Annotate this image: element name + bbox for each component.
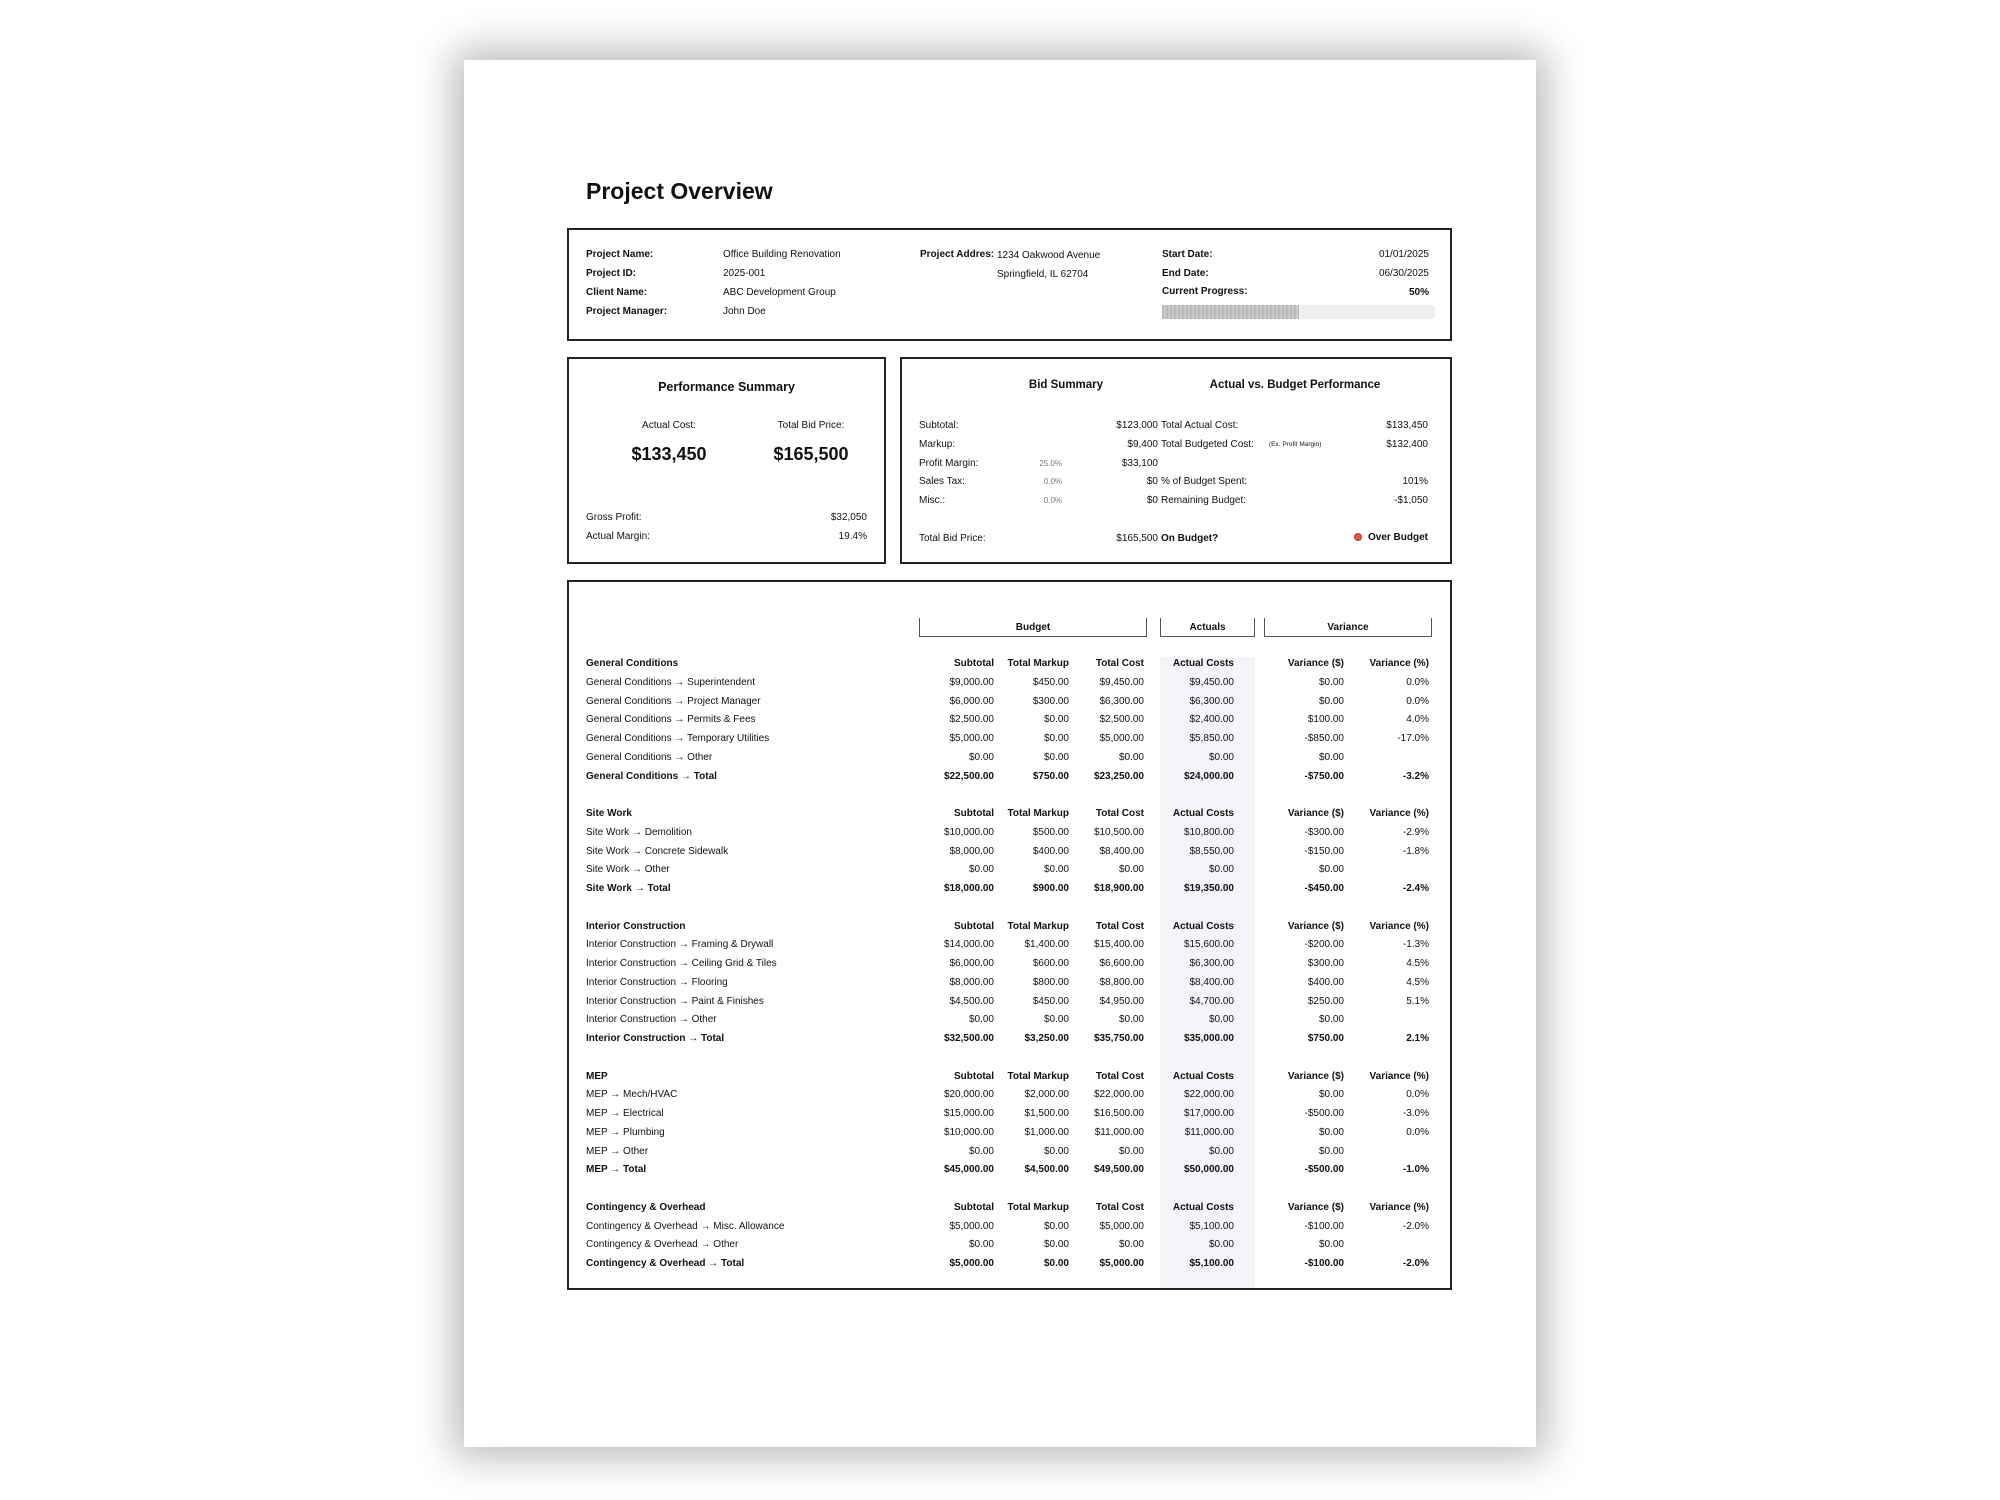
current-progress-label: Current Progress: bbox=[1162, 286, 1248, 297]
bid-and-budget-box bbox=[900, 357, 1452, 564]
column-header: Total Markup bbox=[1007, 920, 1069, 932]
row-value: $6,000.00 bbox=[949, 958, 994, 969]
row-value: $1,000.00 bbox=[1024, 1126, 1069, 1138]
client-name-label: Client Name: bbox=[586, 287, 648, 298]
table-row bbox=[569, 749, 1449, 767]
section-title: MEP bbox=[586, 1070, 608, 1082]
total-value: $5,000.00 bbox=[1099, 1258, 1144, 1269]
misc-pct: 0.0% bbox=[1043, 496, 1062, 505]
row-value: -$850.00 bbox=[1304, 733, 1344, 744]
total-value: -2.0% bbox=[1402, 1258, 1429, 1269]
progress-bar-fill bbox=[1162, 305, 1299, 319]
table-row bbox=[569, 993, 1449, 1011]
row-value: $14,000.00 bbox=[943, 939, 994, 951]
project-name-value: Office Building Renovation bbox=[723, 249, 841, 260]
column-header: Subtotal bbox=[954, 920, 994, 932]
actual-vs-budget-title: Actual vs. Budget Performance bbox=[1209, 379, 1381, 391]
row-label: MEP → Other bbox=[586, 1145, 649, 1157]
sales-tax-pct: 0.0% bbox=[1043, 477, 1062, 486]
column-header: Total Cost bbox=[1095, 808, 1144, 819]
total-value: $23,250.00 bbox=[1093, 770, 1144, 782]
table-row bbox=[569, 955, 1449, 973]
row-value: $8,000.00 bbox=[949, 976, 994, 988]
table-row bbox=[569, 693, 1449, 711]
remaining-budget-value: -$1,050 bbox=[1394, 495, 1428, 506]
column-header: Variance (%) bbox=[1369, 808, 1429, 819]
row-value: $0.00 bbox=[1208, 864, 1234, 876]
row-value: $0.00 bbox=[1208, 1239, 1234, 1251]
row-value: $5,000.00 bbox=[949, 733, 994, 744]
client-name-value: ABC Development Group bbox=[723, 287, 836, 298]
section-total-row bbox=[569, 1255, 1449, 1273]
on-budget-label: On Budget? bbox=[1161, 533, 1219, 544]
row-value: $300.00 bbox=[1307, 958, 1344, 969]
row-value: $0.00 bbox=[1208, 751, 1234, 763]
profit-margin-value: $33,100 bbox=[1121, 458, 1158, 469]
column-header: Variance (%) bbox=[1369, 1201, 1429, 1213]
section-title: General Conditions bbox=[586, 658, 679, 669]
row-value: $0.00 bbox=[1118, 1239, 1144, 1251]
row-value: $0.00 bbox=[1043, 1220, 1069, 1232]
current-progress-value: 50% bbox=[1408, 287, 1429, 298]
total-value: -$750.00 bbox=[1304, 770, 1344, 782]
total-value: $4,500.00 bbox=[1024, 1164, 1069, 1176]
project-address-label: Project Addres: bbox=[920, 249, 995, 260]
column-header: Total Markup bbox=[1007, 1070, 1069, 1082]
row-value: $2,500.00 bbox=[949, 714, 994, 726]
column-header: Variance ($) bbox=[1287, 808, 1344, 819]
bid-total-label: Total Bid Price: bbox=[919, 533, 986, 544]
actuals-group-header: Actuals bbox=[1160, 618, 1255, 637]
row-value: $9,450.00 bbox=[1189, 676, 1234, 688]
row-value: -$150.00 bbox=[1304, 845, 1344, 857]
project-manager-label: Project Manager: bbox=[586, 306, 668, 317]
gross-profit-value: $32,050 bbox=[830, 512, 867, 523]
section-total-row bbox=[569, 1161, 1449, 1179]
row-value: $6,300.00 bbox=[1099, 695, 1144, 707]
column-header: Total Markup bbox=[1007, 808, 1069, 819]
total-value: $32,500.00 bbox=[943, 1033, 994, 1044]
row-label: Site Work → Concrete Sidewalk bbox=[586, 845, 729, 857]
variance-group-header: Variance bbox=[1264, 618, 1432, 637]
row-value: -2.0% bbox=[1402, 1220, 1429, 1232]
total-value: -$500.00 bbox=[1304, 1164, 1344, 1176]
row-label: Site Work → Demolition bbox=[586, 826, 692, 838]
total-value: $5,100.00 bbox=[1189, 1258, 1234, 1269]
row-value: $2,500.00 bbox=[1099, 714, 1144, 726]
section-title: Interior Construction bbox=[586, 920, 686, 932]
total-value: -3.2% bbox=[1402, 770, 1429, 782]
row-value: -3.0% bbox=[1402, 1108, 1429, 1119]
row-value: $8,550.00 bbox=[1189, 845, 1234, 857]
total-label: Contingency & Overhead → Total bbox=[586, 1258, 745, 1269]
row-value: $0.00 bbox=[1208, 1014, 1234, 1026]
row-value: $0.00 bbox=[1043, 714, 1069, 726]
row-value: $250.00 bbox=[1307, 995, 1344, 1007]
page-title: Project Overview bbox=[586, 178, 773, 204]
section-total-row bbox=[569, 1030, 1449, 1048]
table-row bbox=[569, 824, 1449, 842]
on-budget-value: Over Budget bbox=[1367, 532, 1428, 543]
total-value: $19,350.00 bbox=[1183, 883, 1234, 894]
row-label: Interior Construction → Paint & Finishes bbox=[586, 995, 764, 1007]
row-value: $0.00 bbox=[1318, 864, 1344, 876]
bid-subtotal-label: Subtotal: bbox=[919, 420, 959, 431]
section-header-row bbox=[569, 1068, 1449, 1086]
row-label: General Conditions → Other bbox=[586, 751, 713, 763]
row-value: $1,500.00 bbox=[1024, 1108, 1069, 1119]
project-address-line1: 1234 Oakwood Avenue bbox=[997, 250, 1101, 261]
column-header: Total Cost bbox=[1095, 1070, 1144, 1082]
row-label: General Conditions → Superintendent bbox=[586, 676, 755, 688]
section-header-row bbox=[569, 1199, 1449, 1217]
section-total-row bbox=[569, 768, 1449, 786]
table-row bbox=[569, 1105, 1449, 1123]
row-value: $6,300.00 bbox=[1189, 958, 1234, 969]
section-total-row bbox=[569, 880, 1449, 898]
column-header: Variance ($) bbox=[1287, 658, 1344, 669]
section-header-row bbox=[569, 655, 1449, 673]
row-value: $2,000.00 bbox=[1024, 1089, 1069, 1101]
row-value: $0.00 bbox=[1043, 1145, 1069, 1157]
column-header: Subtotal bbox=[954, 808, 994, 819]
row-value: $10,500.00 bbox=[1093, 826, 1144, 838]
total-budgeted-cost-label: Total Budgeted Cost: bbox=[1161, 439, 1254, 450]
row-label: General Conditions → Temporary Utilities bbox=[586, 733, 770, 744]
column-header: Total Markup bbox=[1007, 1201, 1069, 1213]
project-id-value: 2025-001 bbox=[723, 268, 766, 279]
total-budgeted-cost-value: $132,400 bbox=[1386, 439, 1428, 450]
total-value: $0.00 bbox=[1043, 1258, 1069, 1269]
actual-margin-label: Actual Margin: bbox=[586, 531, 650, 542]
row-value: $0.00 bbox=[968, 1014, 994, 1026]
column-header: Variance ($) bbox=[1287, 1070, 1344, 1082]
row-value: $1,400.00 bbox=[1024, 939, 1069, 951]
column-header: Total Cost bbox=[1095, 1201, 1144, 1213]
row-value: $5,000.00 bbox=[1099, 733, 1144, 744]
project-name-label: Project Name: bbox=[586, 249, 654, 260]
project-address-line2: Springfield, IL 62704 bbox=[997, 269, 1089, 280]
row-value: $5,000.00 bbox=[949, 1220, 994, 1232]
row-value: $0.00 bbox=[1318, 751, 1344, 763]
row-value: $8,000.00 bbox=[949, 845, 994, 857]
row-value: $5,000.00 bbox=[1099, 1220, 1144, 1232]
row-value: $0.00 bbox=[1318, 1145, 1344, 1157]
column-header: Subtotal bbox=[954, 1070, 994, 1082]
row-value: $4,700.00 bbox=[1189, 995, 1234, 1007]
row-value: $0.00 bbox=[1318, 1239, 1344, 1251]
row-value: $6,000.00 bbox=[949, 695, 994, 707]
row-value: $6,600.00 bbox=[1099, 958, 1144, 969]
total-value: $900.00 bbox=[1032, 883, 1069, 894]
end-date-label: End Date: bbox=[1162, 268, 1209, 279]
column-header: Actual Costs bbox=[1172, 808, 1234, 819]
total-value: 2.1% bbox=[1406, 1033, 1429, 1044]
remaining-budget-label: Remaining Budget: bbox=[1161, 495, 1247, 506]
row-value: -2.9% bbox=[1402, 826, 1429, 838]
row-label: Contingency & Overhead → Misc. Allowance bbox=[586, 1220, 785, 1232]
column-header: Variance (%) bbox=[1369, 658, 1429, 669]
performance-summary-title: Performance Summary bbox=[658, 380, 795, 394]
total-value: $750.00 bbox=[1032, 770, 1069, 782]
row-value: -$100.00 bbox=[1304, 1220, 1344, 1232]
table-row bbox=[569, 936, 1449, 954]
cost-breakdown-box bbox=[567, 580, 1452, 1290]
row-label: Interior Construction → Other bbox=[586, 1014, 717, 1026]
row-value: 5.1% bbox=[1406, 995, 1429, 1007]
total-value: $50,000.00 bbox=[1183, 1164, 1234, 1176]
total-value: $18,900.00 bbox=[1093, 883, 1144, 894]
gross-profit-label: Gross Profit: bbox=[586, 512, 642, 523]
row-value: $9,000.00 bbox=[949, 676, 994, 688]
table-row bbox=[569, 1218, 1449, 1236]
row-value: $0.00 bbox=[1118, 751, 1144, 763]
row-value: 4.0% bbox=[1406, 714, 1429, 726]
column-header: Actual Costs bbox=[1172, 1070, 1234, 1082]
column-header: Variance ($) bbox=[1287, 1201, 1344, 1213]
row-value: $0.00 bbox=[1118, 864, 1144, 876]
row-value: $8,400.00 bbox=[1099, 845, 1144, 857]
row-label: Interior Construction → Framing & Drywall bbox=[586, 939, 774, 951]
row-label: Contingency & Overhead → Other bbox=[586, 1239, 739, 1251]
total-value: $3,250.00 bbox=[1024, 1033, 1069, 1044]
row-value: $0.00 bbox=[1318, 676, 1344, 688]
sales-tax-label: Sales Tax: bbox=[919, 476, 965, 487]
misc-label: Misc.: bbox=[919, 495, 946, 506]
row-label: Interior Construction → Flooring bbox=[586, 976, 728, 988]
column-header: Variance (%) bbox=[1369, 920, 1429, 932]
row-value: $0.00 bbox=[1043, 751, 1069, 763]
row-label: MEP → Electrical bbox=[586, 1108, 664, 1119]
row-value: $300.00 bbox=[1032, 695, 1069, 707]
over-budget-icon bbox=[1354, 533, 1362, 541]
total-value: -$450.00 bbox=[1304, 883, 1344, 894]
row-value: $0.00 bbox=[1118, 1014, 1144, 1026]
row-label: General Conditions → Permits & Fees bbox=[586, 714, 756, 726]
row-value: $450.00 bbox=[1032, 676, 1069, 688]
row-value: $8,400.00 bbox=[1189, 976, 1234, 988]
table-row bbox=[569, 1236, 1449, 1254]
bid-subtotal-value: $123,000 bbox=[1116, 420, 1158, 431]
row-value: $0.00 bbox=[968, 864, 994, 876]
row-value: $0.00 bbox=[1118, 1145, 1144, 1157]
total-value: -$100.00 bbox=[1304, 1258, 1344, 1269]
performance-summary-box bbox=[567, 357, 886, 564]
actual-cost-value: $133,450 bbox=[631, 444, 707, 464]
row-value: 0.0% bbox=[1406, 1126, 1429, 1138]
table-row bbox=[569, 1143, 1449, 1161]
row-value: $0.00 bbox=[1318, 695, 1344, 707]
total-value: $22,500.00 bbox=[943, 770, 994, 782]
row-value: $2,400.00 bbox=[1189, 714, 1234, 726]
row-value: $11,000.00 bbox=[1184, 1126, 1234, 1138]
section-title: Contingency & Overhead bbox=[586, 1201, 706, 1213]
column-header: Total Markup bbox=[1007, 658, 1069, 669]
total-value: $18,000.00 bbox=[943, 883, 994, 894]
total-value: -1.0% bbox=[1402, 1164, 1429, 1176]
row-value: $800.00 bbox=[1032, 976, 1069, 988]
row-value: $22,000.00 bbox=[1183, 1089, 1234, 1101]
row-value: 0.0% bbox=[1406, 676, 1429, 688]
section-title: Site Work bbox=[586, 808, 632, 819]
start-date-value: 01/01/2025 bbox=[1378, 249, 1429, 260]
row-value: $0.00 bbox=[1318, 1014, 1344, 1026]
table-row bbox=[569, 730, 1449, 748]
row-value: $5,100.00 bbox=[1189, 1220, 1234, 1232]
row-value: $8,800.00 bbox=[1099, 976, 1144, 988]
row-value: $0.00 bbox=[1043, 864, 1069, 876]
profit-margin-label: Profit Margin: bbox=[919, 458, 979, 469]
total-value: $24,000.00 bbox=[1183, 770, 1234, 782]
row-value: $4,500.00 bbox=[949, 995, 994, 1007]
column-header: Actual Costs bbox=[1172, 658, 1234, 669]
row-value: $0.00 bbox=[968, 1145, 994, 1157]
table-row bbox=[569, 711, 1449, 729]
column-header: Variance ($) bbox=[1287, 920, 1344, 932]
project-info-box bbox=[567, 228, 1452, 341]
row-value: 0.0% bbox=[1406, 1089, 1429, 1101]
row-value: 4.5% bbox=[1406, 958, 1429, 969]
row-value: -$500.00 bbox=[1304, 1108, 1344, 1119]
table-row bbox=[569, 843, 1449, 861]
row-value: $5,850.00 bbox=[1189, 733, 1234, 744]
row-value: $0.00 bbox=[1043, 1239, 1069, 1251]
row-value: $0.00 bbox=[1043, 1014, 1069, 1026]
total-bid-label: Total Bid Price: bbox=[777, 420, 845, 431]
row-value: $400.00 bbox=[1032, 845, 1069, 857]
row-label: MEP → Plumbing bbox=[586, 1126, 665, 1138]
table-row bbox=[569, 861, 1449, 879]
row-value: $500.00 bbox=[1032, 826, 1069, 838]
budget-group-header: Budget bbox=[919, 618, 1147, 637]
sales-tax-value: $0 bbox=[1146, 476, 1158, 487]
column-header: Actual Costs bbox=[1172, 1201, 1234, 1213]
row-value: $100.00 bbox=[1307, 714, 1344, 726]
bid-summary-title: Bid Summary bbox=[1028, 379, 1104, 391]
end-date-value: 06/30/2025 bbox=[1378, 268, 1429, 279]
row-value: $6,300.00 bbox=[1189, 695, 1234, 707]
total-value: $35,000.00 bbox=[1183, 1033, 1234, 1044]
row-value: -1.8% bbox=[1402, 845, 1429, 857]
total-budgeted-note: (Ex. Profit Margin) bbox=[1269, 441, 1322, 448]
total-value: -2.4% bbox=[1402, 883, 1429, 894]
progress-bar bbox=[1162, 305, 1435, 319]
total-value: $35,750.00 bbox=[1093, 1033, 1144, 1044]
row-value: -$300.00 bbox=[1304, 826, 1344, 838]
row-value: 4.5% bbox=[1406, 976, 1429, 988]
row-value: $15,600.00 bbox=[1183, 939, 1234, 951]
row-value: $17,000.00 bbox=[1183, 1108, 1234, 1119]
actual-cost-label: Actual Cost: bbox=[642, 420, 696, 431]
column-header: Variance (%) bbox=[1369, 1070, 1429, 1082]
total-value: $5,000.00 bbox=[949, 1258, 994, 1269]
table-row bbox=[569, 674, 1449, 692]
row-value: $0.00 bbox=[1043, 733, 1069, 744]
total-value: $49,500.00 bbox=[1093, 1164, 1144, 1176]
total-label: MEP → Total bbox=[586, 1164, 647, 1176]
row-value: $16,500.00 bbox=[1093, 1108, 1144, 1119]
total-actual-cost-label: Total Actual Cost: bbox=[1161, 420, 1239, 431]
bid-markup-value: $9,400 bbox=[1127, 439, 1158, 450]
bid-total-value: $165,500 bbox=[1116, 533, 1158, 544]
row-value: $10,000.00 bbox=[943, 1126, 994, 1138]
bid-markup-label: Markup: bbox=[919, 439, 956, 450]
row-value: $600.00 bbox=[1032, 958, 1069, 969]
row-value: $0.00 bbox=[1208, 1145, 1234, 1157]
section-header-row bbox=[569, 805, 1449, 823]
table-row bbox=[569, 1086, 1449, 1104]
row-label: Interior Construction → Ceiling Grid & Tiles bbox=[586, 958, 777, 969]
table-row bbox=[569, 1124, 1449, 1142]
row-value: $4,950.00 bbox=[1099, 995, 1144, 1007]
column-header: Subtotal bbox=[954, 658, 994, 669]
pct-budget-spent-label: % of Budget Spent: bbox=[1161, 476, 1248, 487]
column-header: Actual Costs bbox=[1172, 920, 1234, 932]
row-value: $15,400.00 bbox=[1093, 939, 1144, 951]
row-value: $22,000.00 bbox=[1093, 1089, 1144, 1101]
row-label: General Conditions → Project Manager bbox=[586, 695, 761, 707]
row-value: $15,000.00 bbox=[943, 1108, 994, 1119]
total-actual-cost-value: $133,450 bbox=[1386, 420, 1428, 431]
start-date-label: Start Date: bbox=[1162, 249, 1213, 260]
section-header-row bbox=[569, 918, 1449, 936]
project-manager-value: John Doe bbox=[723, 306, 766, 317]
row-value: $11,000.00 bbox=[1094, 1126, 1144, 1138]
row-label: MEP → Mech/HVAC bbox=[586, 1089, 678, 1101]
row-value: $0.00 bbox=[968, 751, 994, 763]
profit-margin-pct: 25.0% bbox=[1039, 459, 1062, 468]
total-label: Interior Construction → Total bbox=[586, 1033, 725, 1044]
table-row bbox=[569, 974, 1449, 992]
misc-value: $0 bbox=[1146, 495, 1158, 506]
row-value: $10,000.00 bbox=[943, 826, 994, 838]
row-value: -17.0% bbox=[1397, 733, 1429, 744]
total-value: $45,000.00 bbox=[943, 1164, 994, 1176]
column-header: Total Cost bbox=[1095, 658, 1144, 669]
row-value: $9,450.00 bbox=[1099, 676, 1144, 688]
total-label: General Conditions → Total bbox=[586, 770, 717, 782]
row-value: 0.0% bbox=[1406, 695, 1429, 707]
row-value: $0.00 bbox=[1318, 1126, 1344, 1138]
row-value: $0.00 bbox=[968, 1239, 994, 1251]
row-value: -1.3% bbox=[1402, 939, 1429, 951]
report-page bbox=[464, 60, 1536, 1447]
total-value: $750.00 bbox=[1307, 1033, 1344, 1044]
project-id-label: Project ID: bbox=[586, 268, 637, 279]
row-value: $20,000.00 bbox=[943, 1089, 994, 1101]
row-label: Site Work → Other bbox=[586, 864, 670, 876]
table-row bbox=[569, 1011, 1449, 1029]
row-value: $400.00 bbox=[1307, 976, 1344, 988]
row-value: -$200.00 bbox=[1304, 939, 1344, 951]
column-header: Subtotal bbox=[954, 1201, 994, 1213]
column-header: Total Cost bbox=[1095, 920, 1144, 932]
pct-budget-spent-value: 101% bbox=[1402, 476, 1428, 487]
total-bid-value: $165,500 bbox=[773, 444, 849, 464]
total-label: Site Work → Total bbox=[586, 883, 671, 894]
on-budget-status bbox=[1302, 532, 1428, 544]
row-value: $10,800.00 bbox=[1183, 826, 1234, 838]
actual-margin-value: 19.4% bbox=[838, 531, 867, 542]
row-value: $450.00 bbox=[1032, 995, 1069, 1007]
cost-table-body bbox=[569, 582, 1449, 1282]
row-value: $0.00 bbox=[1318, 1089, 1344, 1101]
